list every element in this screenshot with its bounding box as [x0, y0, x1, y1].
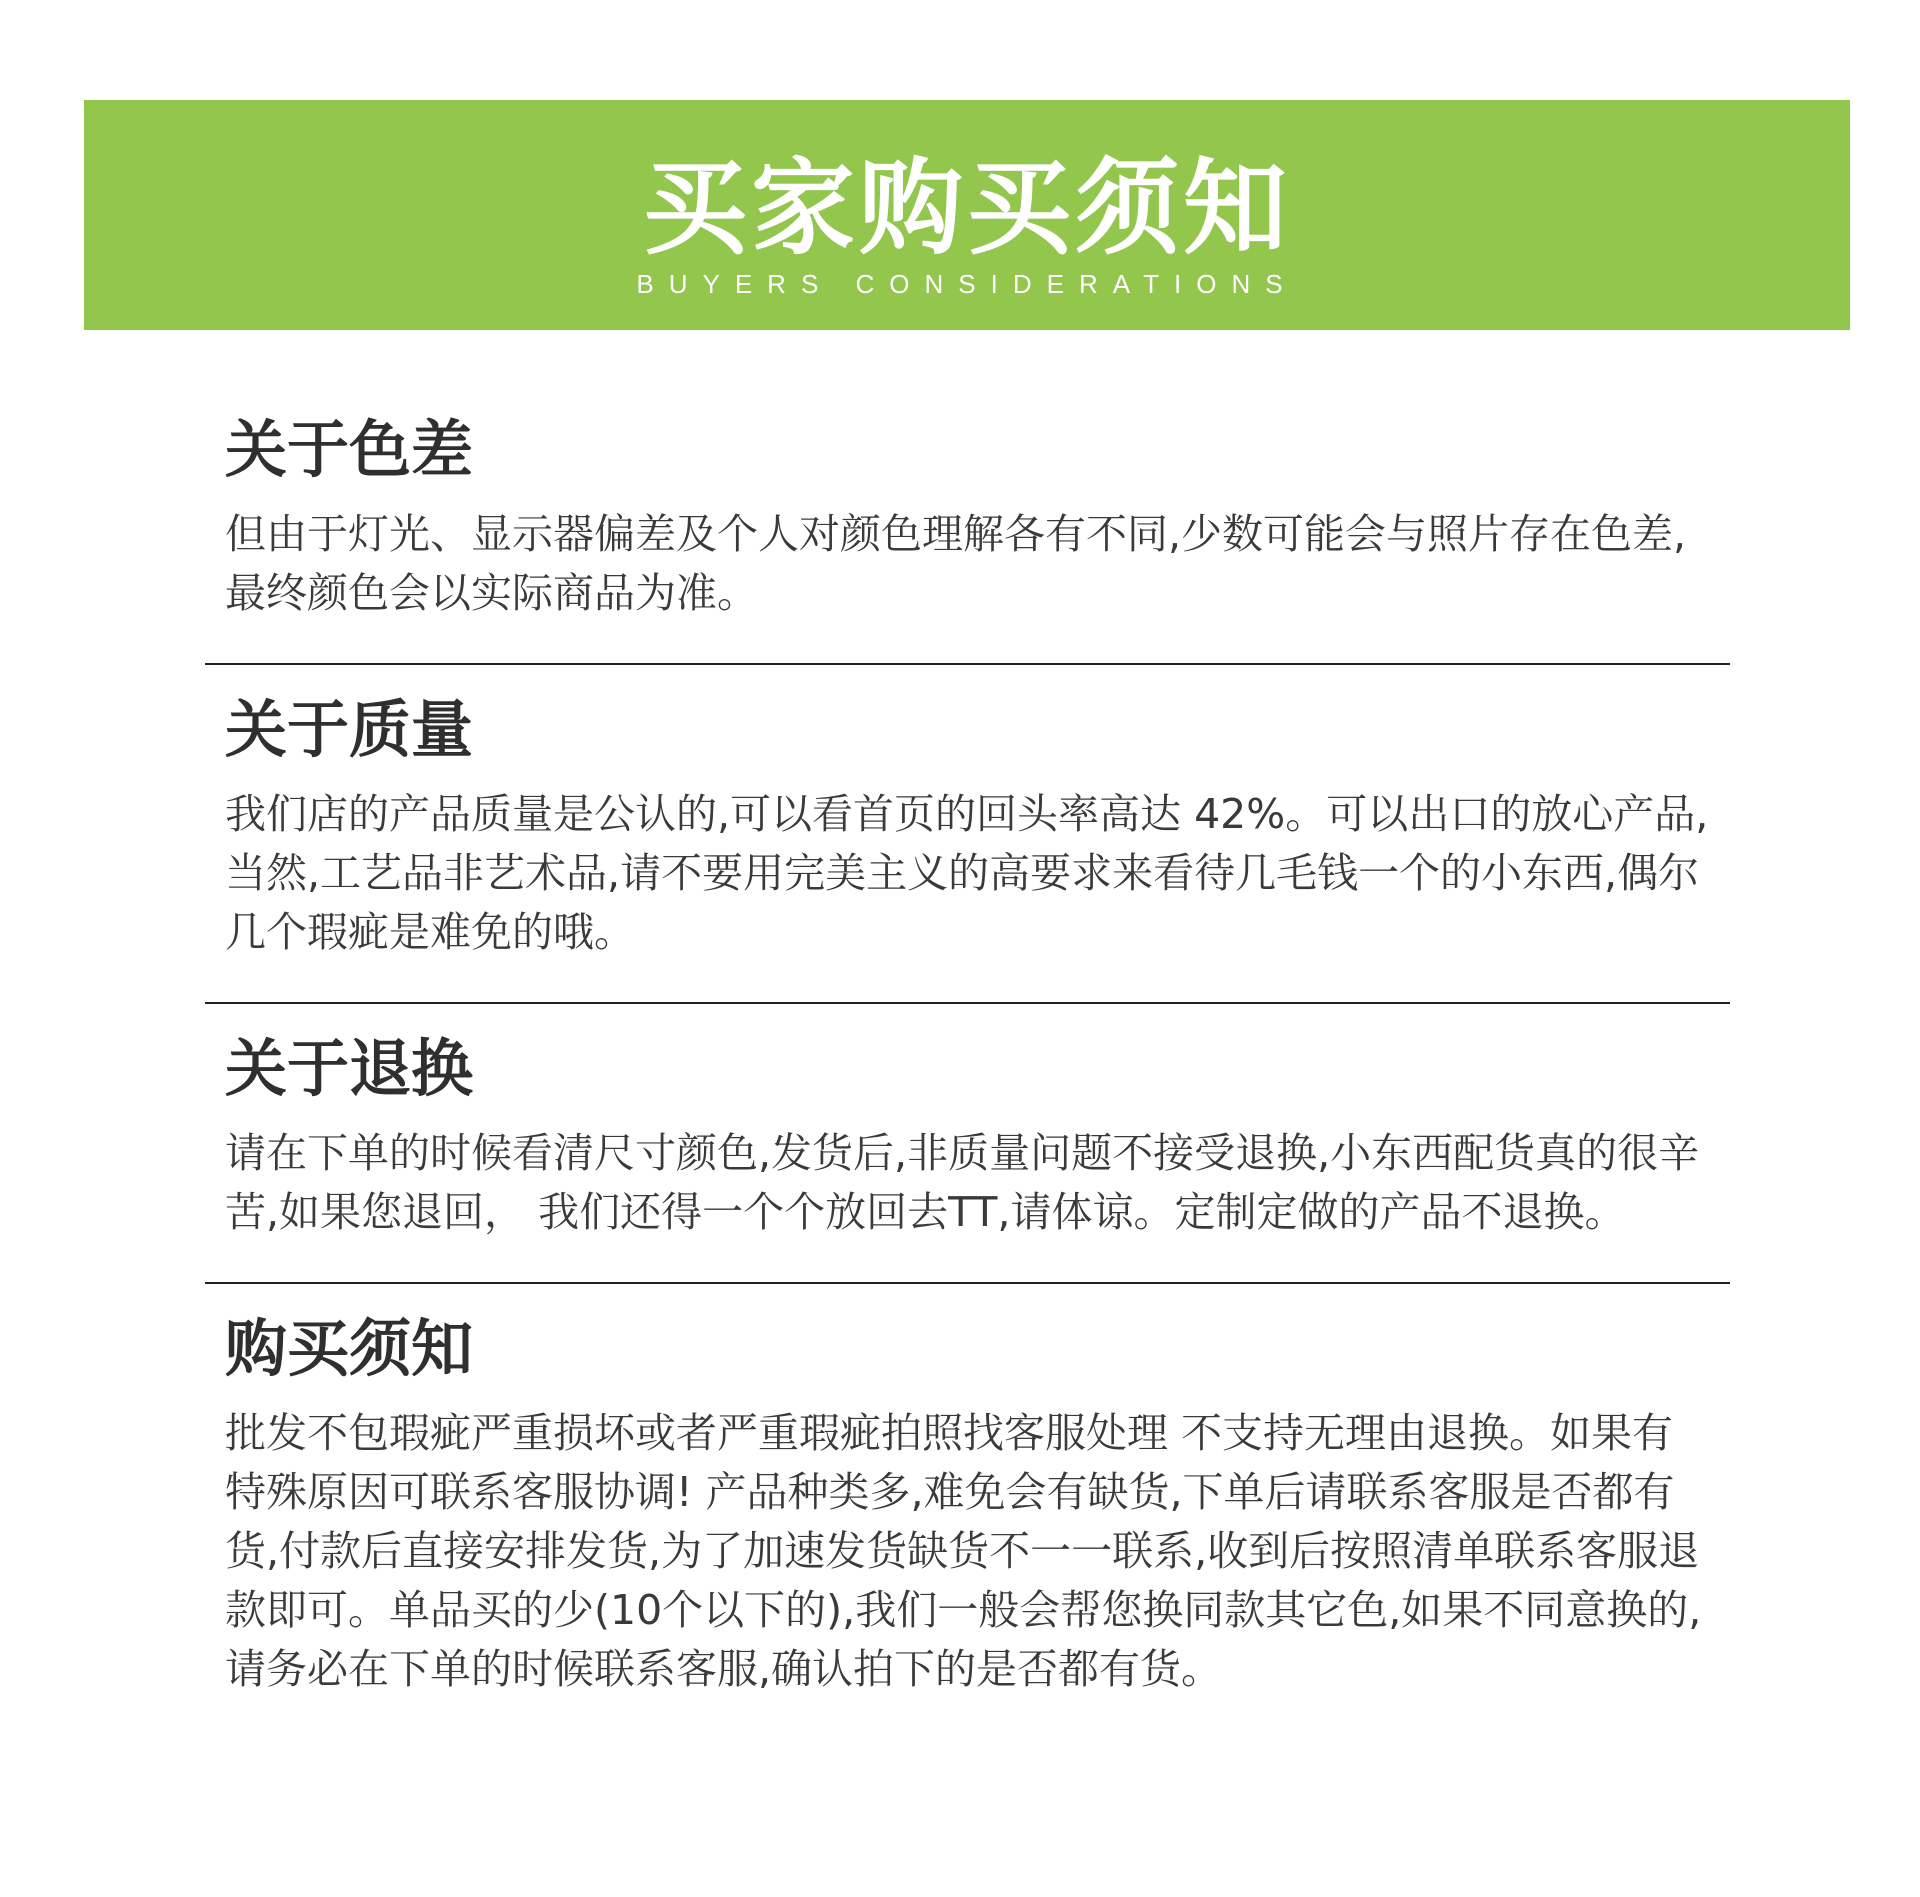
- banner-subtitle: BUYERS CONSIDERATIONS: [636, 269, 1298, 299]
- section-body: 但由于灯光、显示器偏差及个人对颜色理解各有不同,少数可能会与照片存在色差,最终颜色会以实际商品为准。: [225, 510, 1687, 617]
- section-returns: [205, 1002, 1730, 1282]
- section-color-difference: [205, 385, 1730, 663]
- section-body: 请在下单的时候看清尺寸颜色,发货后,非质量问题不接受退换,小东西配货真的很辛苦,如果您退回， 我们还得一个个放回去TT,请体谅。定制定做的产品不退换。: [225, 1129, 1700, 1236]
- section-body: 我们店的产品质量是公认的,可以看首页的回头率高达 42%。可以出口的放心产品,当然,工艺品非艺术品,请不要用完美主义的高要求来看待几毛钱一个的小东西,偶尔几个瑕疵是难免的哦。: [225, 790, 1709, 956]
- header-banner: [84, 100, 1850, 330]
- section-heading: 关于退换: [225, 1032, 474, 1105]
- banner-title: 买家购买须知: [642, 147, 1291, 269]
- notice-content: [205, 385, 1730, 1739]
- section-body: 批发不包瑕疵严重损坏或者严重瑕疵拍照找客服处理 不支持无理由退换。如果有特殊原因可联系客服协调! 产品种类多,难免会有缺货,下单后请联系客服是否都有货,付款后直接安排发货,为了加速发货缺货不一一联系,收到后按照清单联系客服退款即可。单品买的少(10个以下的),我们一般会帮您换同款其它色,如果不同意换的,请务必在下单的时候联系客服,确认拍下的是否都有货。: [225, 1409, 1702, 1693]
- section-quality: [205, 663, 1730, 1002]
- section-purchase-notice: [205, 1282, 1730, 1739]
- section-heading: 关于色差: [225, 413, 474, 486]
- section-heading: 关于质量: [225, 693, 474, 766]
- section-heading: 购买须知: [225, 1312, 474, 1385]
